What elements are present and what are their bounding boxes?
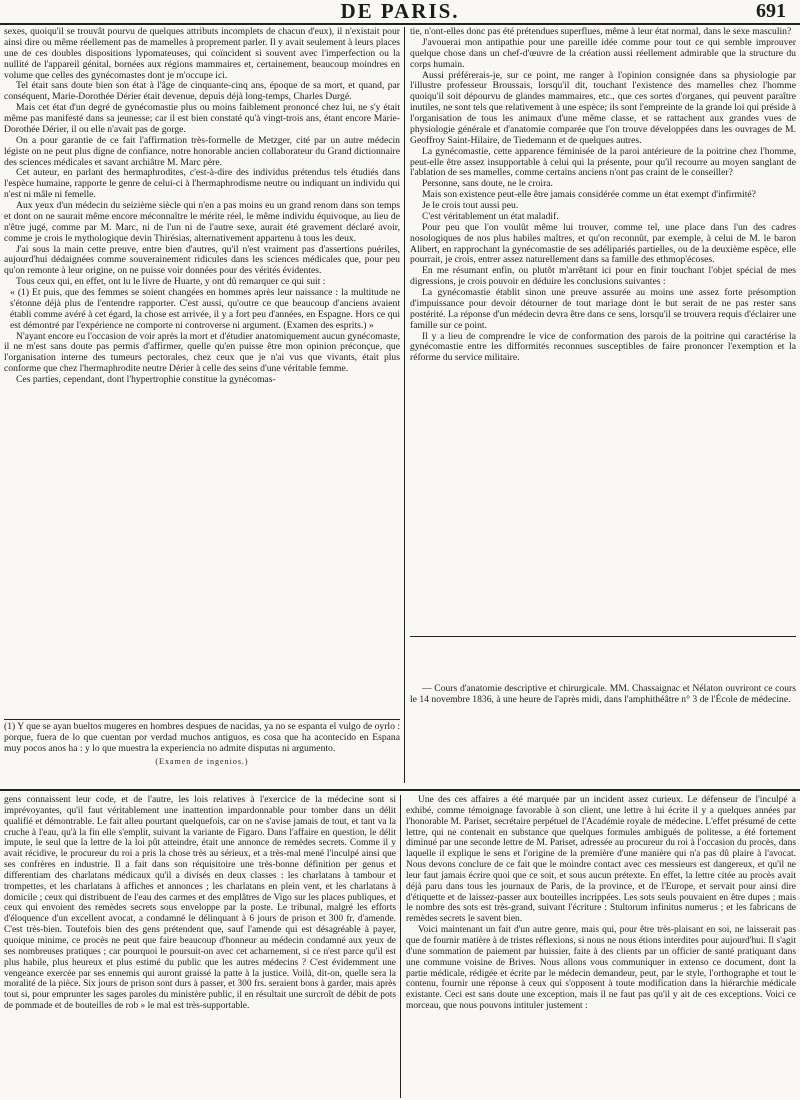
footnote: [4, 722, 400, 780]
upper-left-column: [4, 27, 400, 715]
header-rule: [0, 23, 800, 25]
article-paragraph: tie, n'ont-elles donc pas été prétendues superflues, même à leur état normal, dans le sexe masculin?: [410, 27, 792, 37]
article-paragraph: sexes, quoiqu'il se trouvât pourvu de quelques attributs incomplets de chacun d'eux), il n'existait pour ainsi dire ou même réellement pas de mamelles à proprement parler. Il y avait seulement à leurs places une de ces doubles dispositions lypomateuses, qui coïncident si souvent avec l'imperfection ou la nullité de l'appareil génital, bornées aux régions mammaires et, certainement, beaucoup moindres en volume que celles des gynécomastes dont je m'occupe ici.: [4, 27, 400, 81]
article-paragraph: Personne, sans doute, ne le croira.: [422, 178, 553, 190]
article-paragraph: En me résumant enfin, ou plutôt m'arrêtant ici pour en finir touchant l'objet spécial de mes digressions, je crois pouvoir en déduire les conclusions suivantes :: [410, 265, 796, 288]
article-paragraph: J'avouerai mon antipathie pour une pareille idée comme pour tout ce qui semble improuver quelque chose dans un chef-d'œuvre de la création aussi réellement admirable que la structure du corps humain.: [410, 36, 796, 70]
article-paragraph: Mais cet état d'un degré de gynécomastie plus ou moins faiblement prononcé chez lui, ne s'y était même pas manifesté dans sa jeunesse; car il est bien constaté qu'à vingt-trois ans, étant encore Marie-Dorothée Dérier, il ou elle n'avait pas de gorge.: [4, 102, 400, 135]
footnote-rule: [4, 719, 400, 720]
footnote-text: (1) Y que se ayan bueltos mugeres en hombres despues de nacidas, ya no se espanta el vulgo de oyrlo : porque, fuera de lo que cuentan por verdad muchos antiguos, es cosa que ha acontecido en Espana muy pocos anos ha : y lo que muestra la experiencia no admite disputas ni argumento.: [4, 722, 400, 754]
article-paragraph: gens connaissent leur code, et de l'autre, les lois relatives à l'exercice de la médecine sont si imprévoyantes, qu'il faut véritablement une inattention impardonnable pour tomber dans un délit qualifié et démontrable. Le fait alleu pourtant quelquefois, car on ne s'avise jamais de tout, et tant va la cruche à l'eau, qu'à la fin elle s'emplit, suivant la variante de Figaro. Dans l'affaire en question, le délit impute, le seul que la lettre de la loi pût atteindre, était une annonce de remèdes secrets. Comme il y avait récidive, le procureur du roi a pris la chose très au sérieux, et a très-mal mené l'inculpé ainsi que ses confrères en industrie. Il a fait dans son réquisitoire une très-bonne définition per genus et differentiam des charlatans médicaux qu'il a divisés en deux classes : les charlatans à tambour et trompettes, et les charlatans à affiches et annonces ; les charlatans en plein vent, et les charlatans à domicile ; ceux qui distribuent de l'eau des carmes et des emplâtres de Vigo sur les places publiques, et ceux qui envoient des remèdes secrets sous enveloppe par la poste. Le tribunal, malgré les efforts d'éloquence d'un excellent avocat, a condamné le délinquant à 6 jours de prison et 300 fr. d'amende. C'est très-bien. Toutefois bien des gens prétendent que, sauf l'amende qui est désagréable à payer, quoique minime, ce procès ne peut que faire beaucoup d'honneur au médecin condamné aux yeux de ses nombreuses pratiques ; car pourquoi le poursuit-on avec cet acharnement, si ce n'est parce qu'il est plus habile, plus heureux et plus estimé du public que les autres médecins ? C'est évidemment une vengeance exercée par ses ennemis qui auront graissé la patte à la justice. Voilà, dit-on, quelle sera la moralité de la pièce. Six jours de prison sont durs à passer, et 300 frs. seraient bons à garder, mais après tout si, pour emprunter les sages paroles du ministère public, il en résultait une surcroît de débit de pots de pommade et de bouteilles de rob » le mal est très-supportable.: [4, 795, 396, 1012]
article-paragraph: Je le crois tout aussi peu.: [422, 200, 519, 211]
course-announcement: — Cours d'anatomie descriptive et chirurgicale. MM. Chassaignac et Nélaton ouvriront ce cours le 14 novembre 1836, à une heure de l'après midi, dans l'amphithéâtre n° 3 de l'École de médecine.: [410, 683, 796, 705]
article-paragraph: Tel était sans doute bien son état à l'âge de cinquante-cinq ans, époque de sa mort, et quand, par conséquent, Marie-Dorothée Dérier était devenue, depuis déjà long-temps, Charles Durgé.: [4, 80, 400, 103]
article-paragraph: La gynécomastie, cette apparence féminisée de la paroi antérieure de la poitrine chez l'homme, peut-elle être assez insupportable à celui qui la présente, pour qu'il recourre au moyen sanglant de l'ablation de ses mamelles, comme certains anciens n'ont pas craint de le conseiller?: [410, 145, 796, 179]
section-divider: [0, 789, 800, 791]
block-quote: « (1) Et puis, que des femmes se soient changées en hommes après leur naissance : la multitude ne s'étonne déjà plus de l'entendre rapporter. C'est aussi, qu'outre ce que beaucoup d'anciens avaient établi comme avéré à cet égard, la chose est arrivée, il y a fort peu d'années, en Espagne. Hors ce qui est démontré par l'expérience ne comporte ni controverse ni argument. (Examen des esprits.) »: [10, 287, 400, 331]
article-paragraph: Il y a lieu de comprendre le vice de conformation des parois de la poitrine qui caractérise la gynécomastie entre les difformités reconnues susceptibles de faire prononcer l'exemption et la réforme du service militaire.: [410, 330, 796, 364]
article-paragraph: Aux yeux d'un médecin du seizième siècle qui n'en a pas moins eu un grand renom dans son temps et dont on ne saurait même encore méconnaître le mérite réel, le même individu équivoque, au lieu de n'être jugé, comme par M. Marc, ni de l'un ni de l'autre sexe, aurait été gravement déclaré avoir, comme je crois le mythologique devin Thirésias, alternativement appartenu à tous les deux.: [4, 200, 400, 244]
article-paragraph: Aussi préférerais-je, sur ce point, me ranger à l'opinion consignée dans sa physiologie par l'illustre professeur Broussais, lorsqu'il dit, touchant l'existence des mamelles chez l'homme quoiqu'il soit dépourvu de glandes mammaires, etc., que ces sortes d'organes, qui peuvent paraître inutiles, ne sont tels que relativement à une espèce; ils sont l'empreinte de la grande loi qui préside à l'organisation de tous les animaux d'une même classe, et se rattachent aux grandes vues de physiologie générale et d'anatomie comparée que l'on trouve développées dans les ouvrages de M. Geoffroy Saint-Hilaire, de Tiedemann et de quelques autres.: [410, 69, 796, 146]
announcement: [410, 640, 796, 740]
article-paragraph: C'est véritablement un état maladif.: [422, 210, 559, 222]
article-paragraph: Mais son existence peut-elle être jamais considérée comme un état exempt d'infirmité?: [422, 189, 756, 201]
article-paragraph: Voici maintenant un fait d'un autre genre, mais qui, pour être très-plaisant en soi, ne laisserait pas que de fournir matière à de tristes réflexions, si nous ne nous étions interdites pour aujourd'hui. Il s'agit d'une sommation de paiement par huissier, faite à des clients par un officier de santé pratiquant dans une commune voisine de Brives. Nous allons vous communiquer in extenso ce document, dont la partie médicale, rédigée et écrite par le médecin demandeur, peut, par le style, l'orthographe et tout le contenu, fournir une réponse à ceux qui s'opposent à toute modification dans la hiérarchie médicale existante. Ceci est sans doute une exception, mais il ne faut pas qu'il y ait de ces exceptions. Voici ce morceau, que nous pouvons intituler justement :: [406, 925, 796, 1012]
article-paragraph: Une des ces affaires a été marquée par un incident assez curieux. Le défenseur de l'inculpé a exhibé, comme témoignage favorable à son client, une lettre à lui écrite il y a quelques années par l'honorable M. Pariset, secrétaire perpétuel de l'Académie royale de médecine. L'effet présumé de cette lettre, qui ne contenait en substance que quelques formules ambiguës de politesse, a été fortement diminué par une seconde lettre de M. Pariset, adressée au procureur du roi à l'occasion du procès, dans laquelle il explique le sens et l'origine de la première d'une manière qui n'a pas dû plaire à l'avocat. Nous devons conclure de ce fait que le moindre contact avec ces messieurs est dangereux, et qu'il ne leur faut jamais écrire quoi que ce soit, et sous aucun prétexte. En effet, la lettre citée au procès avait déjà paru dans tous les journaux de Paris, de la province, et de l'Europe, et servait pour ainsi dire d'étiquette et de laissez-passer aux bouteilles incrippées. Les sots seuls pouvaient en être dupes ; mais le nombre des sots est très-grand, suivant l'écriture : Stultorum infinitus numerus ; et les fabricans de remèdes secrets le savent bien.: [406, 795, 796, 925]
column-divider: [404, 27, 405, 783]
article-paragraph: Cet auteur, en parlant des hermaphrodites, c'est-à-dire des individus prétendus tels étudiés dans l'espèce humaine, rapporte le genre de celui-ci à l'hermaphrodisme neutre ou indiquant un individu qui n'est ni mâle ni femelle.: [4, 167, 400, 201]
article-paragraph: Ces parties, cependant, dont l'hypertrophie constitue la gynécomas-: [16, 374, 276, 385]
article-paragraph: La gynécomastie établit sinon une preuve assurée au moins une assez forte présomption d'impuissance pour devoir détourner de tout mariage dont le but serait de ne pas rester sans postérité. La réponse d'un médecin devra être dans ce sens, lorsqu'il se trouvera requis d'éclairer une famille sur ce point.: [410, 287, 796, 331]
article-paragraph: J'ai sous la main cette preuve, entre bien d'autres, qu'il n'est vraiment pas d'assertions puériles, aujourd'hui dédaignées comme souverainement ridicules dans les sciences médicales que, pour peu qu'on remonte à leur origine, on ne puisse voir données pour des vérités évidentes.: [4, 243, 400, 277]
article-paragraph: N'ayant encore eu l'occasion de voir après la mort et d'étudier anatomiquement aucun gynécomaste, il ne m'est sans doute pas permis d'affirmer, quelle qu'en puisse être mon opinion préconçue, que l'organisation interne des tumeurs pectorales, chez ceux que je n'ai vus que vivants, était plus conforme que chez l'hermaphrodite neutre Dérier à celle des seins d'une véritable femme.: [4, 330, 400, 375]
article-paragraph: Tous ceux qui, en effet, ont lu le livre de Huarte, y ont dû remarquer ce qui suit :: [16, 276, 326, 288]
announcement-rule: [410, 636, 796, 637]
page-number: 691: [756, 0, 786, 22]
running-head: [0, 0, 800, 24]
footnote-source: (Examen de ingenios.): [155, 756, 249, 766]
lower-right-column: [406, 795, 796, 1098]
page-header-title: DE PARIS.: [340, 0, 460, 23]
article-paragraph: On a pour garantie de ce fait l'affirmation très-formelle de Metzger, cité par un autre médecin légiste on ne peut plus digne de confiance, notre honorable ancien collaborateur du Grand dictionnaire des sciences médicales et savant archiâtre M. Marc père.: [4, 134, 400, 168]
lower-left-column: [4, 795, 396, 1098]
article-paragraph: Pour peu que l'on voulût même lui trouver, comme tel, une place dans l'un des cadres nosologiques de nos plus habiles maîtres, et qu'on reconnût, par exemple, à celui de M. le baron Alibert, en rapprochant la gynécomastie de ses adélipariés partielles, ou de la deuxième espèce, elle pourrait, je crois, entrer assez naturellement dans sa famille des ethmop'écoses.: [410, 221, 796, 266]
column-divider: [400, 795, 401, 1098]
upper-right-column: [410, 27, 796, 627]
